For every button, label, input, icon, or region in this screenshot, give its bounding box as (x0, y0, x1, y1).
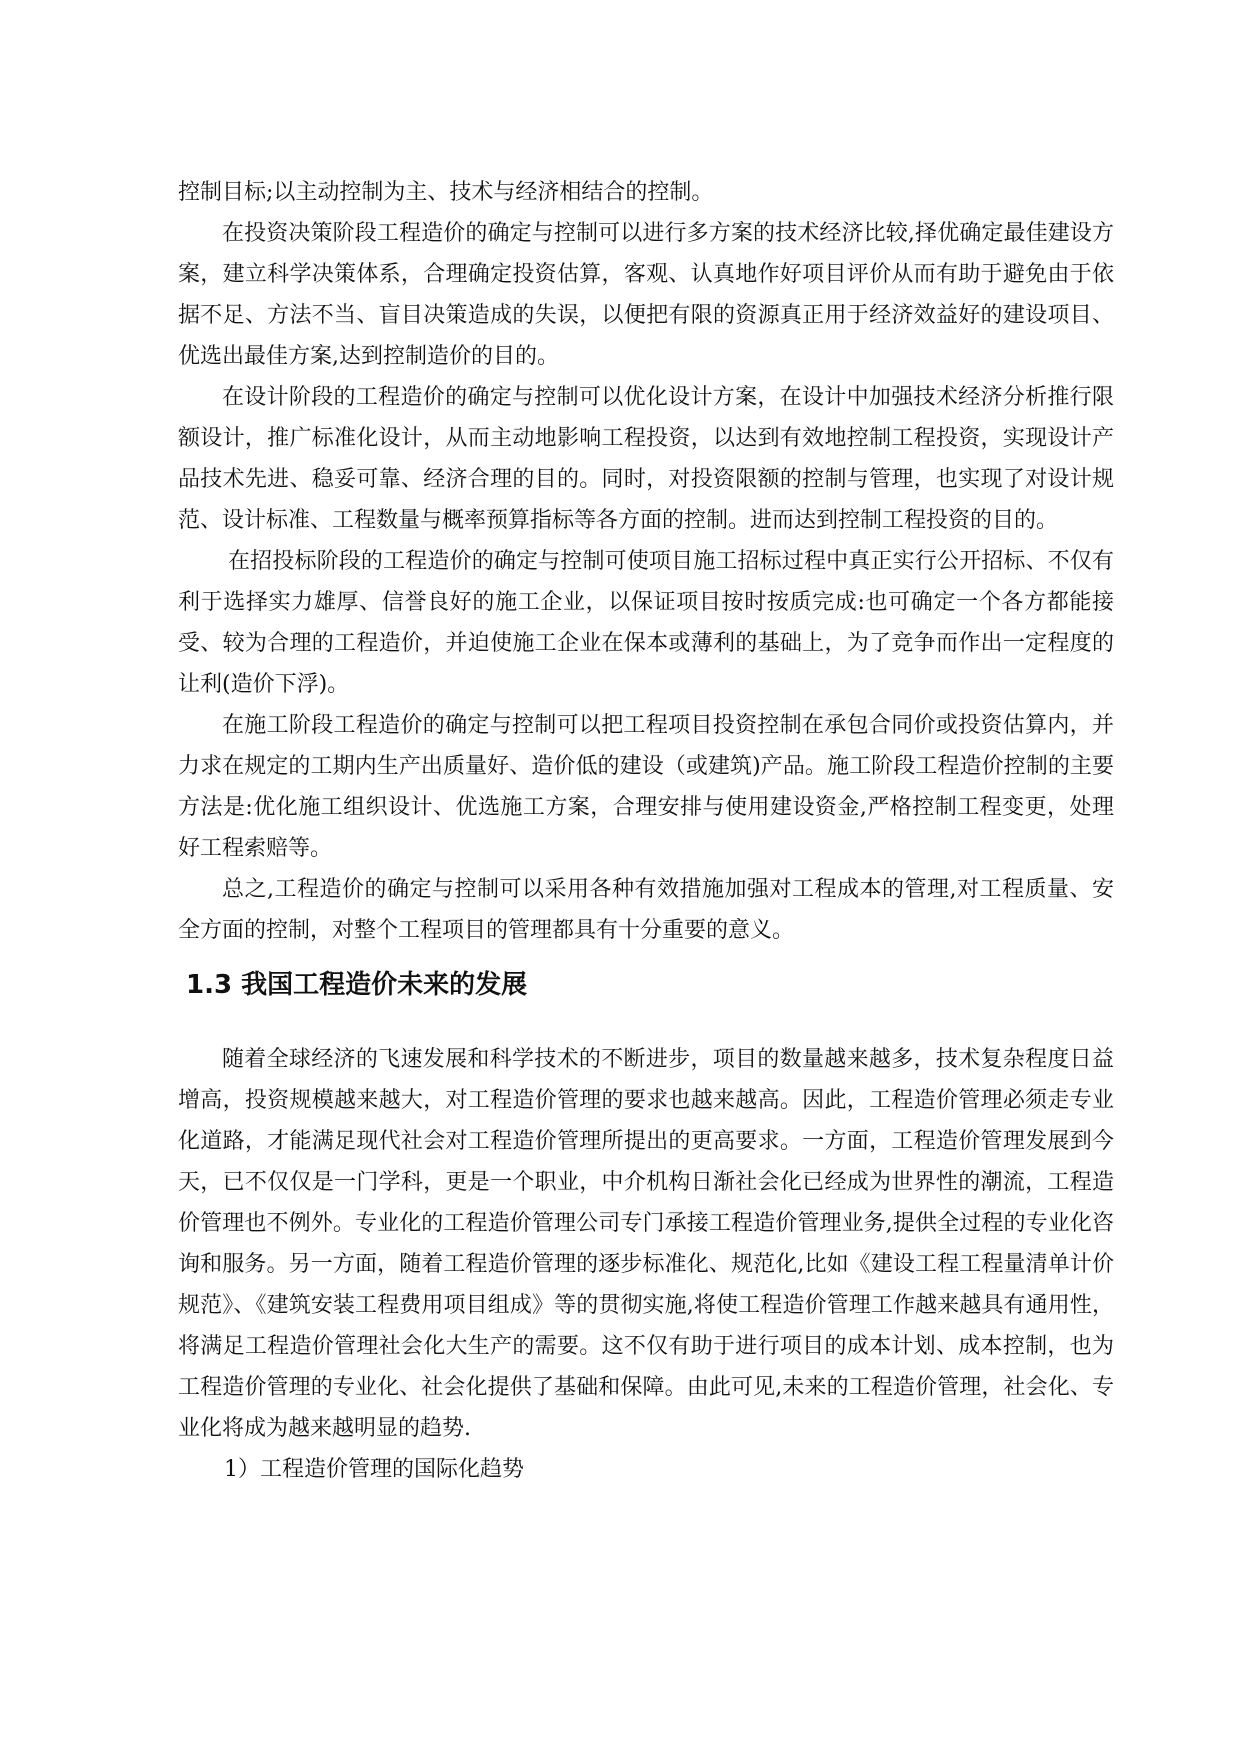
heading-spacer (178, 1019, 1114, 1039)
paragraph-design-stage: 在设计阶段的工程造价的确定与控制可以优化设计方案，在设计中加强技术经济分析推行限额设计，推广标准化设计，从而主动地影响工程投资，以达到有效地控制工程投资，实现设计产品技术先进、稳妥可靠、经济合理的目的。同时，对投资限额的控制与管理，也实现了对设计规范、设计标准、工程数量与概率预算指标等各方面的控制。进而达到控制工程投资的目的。 (178, 385, 1114, 533)
paragraph-construction-stage: 在施工阶段工程造价的确定与控制可以把工程项目投资控制在承包合同价或投资估算内，并力求在规定的工期内生产出质量好、造价低的建设（或建筑)产品。施工阶段工程造价控制的主要方法是:优化施工组织设计、优选施工方案，合理安排与使用建设资金,严格控制工程变更，处理好工程索赔等。 (178, 713, 1114, 861)
paragraph-continuation: 控制目标;以主动控制为主、技术与经济相结合的控制。 (178, 180, 714, 205)
page-content (178, 172, 1114, 1490)
section-heading: 1.3 我国工程造价未来的发展 (186, 970, 528, 1000)
list-item-internationalization: 1）工程造价管理的国际化趋势 (224, 1457, 524, 1482)
paragraph-summary: 总之,工程造价的确定与控制可以采用各种有效措施加强对工程成本的管理,对工程质量、安全方面的控制，对整个工程项目的管理都具有十分重要的意义。 (178, 877, 1114, 943)
paragraph-investment-decision: 在投资决策阶段工程造价的确定与控制可以进行多方案的技术经济比较,择优确定最佳建设方案，建立科学决策体系，合理确定投资估算，客观、认真地作好项目评价从而有助于避免由于依据不足、方法不当、盲目决策造成的失误，以便把有限的资源真正用于经济效益好的建设项目、优选出最佳方案,达到控制造价的目的。 (178, 221, 1114, 369)
paragraph-bidding-stage: 在招投标阶段的工程造价的确定与控制可使项目施工招标过程中真正实行公开招标、不仅有利于选择实力雄厚、信誉良好的施工企业，以保证项目按时按质完成:也可确定一个各方都能接受、较为合理的工程造价，并迫使施工企业在保本或薄利的基础上，为了竞争而作出一定程度的让利(造价下浮)。 (178, 549, 1114, 697)
paragraph-future-development: 随着全球经济的飞速发展和科学技术的不断进步，项目的数量越来越多，技术复杂程度日益增高，投资规模越来越大，对工程造价管理的要求也越来越高。因此，工程造价管理必须走专业化道路，才能满足现代社会对工程造价管理所提出的更高要求。一方面，工程造价管理发展到今天，已不仅仅是一门学科，更是一个职业，中介机构日渐社会化已经成为世界性的潮流，工程造价管理也不例外。专业化的工程造价管理公司专门承接工程造价管理业务,提供全过程的专业化咨询和服务。另一方面，随着工程造价管理的逐步标准化、规范化,比如《建设工程工程量清单计价规范》、《建筑安装工程费用项目组成》等的贯彻实施,将使工程造价管理工作越来越具有通用性，将满足工程造价管理社会化大生产的需要。这不仅有助于进行项目的成本计划、成本控制，也为工程造价管理的专业化、社会化提供了基础和保障。由此可见,未来的工程造价管理，社会化、专业化将成为越来越明显的趋势. (178, 1047, 1114, 1441)
